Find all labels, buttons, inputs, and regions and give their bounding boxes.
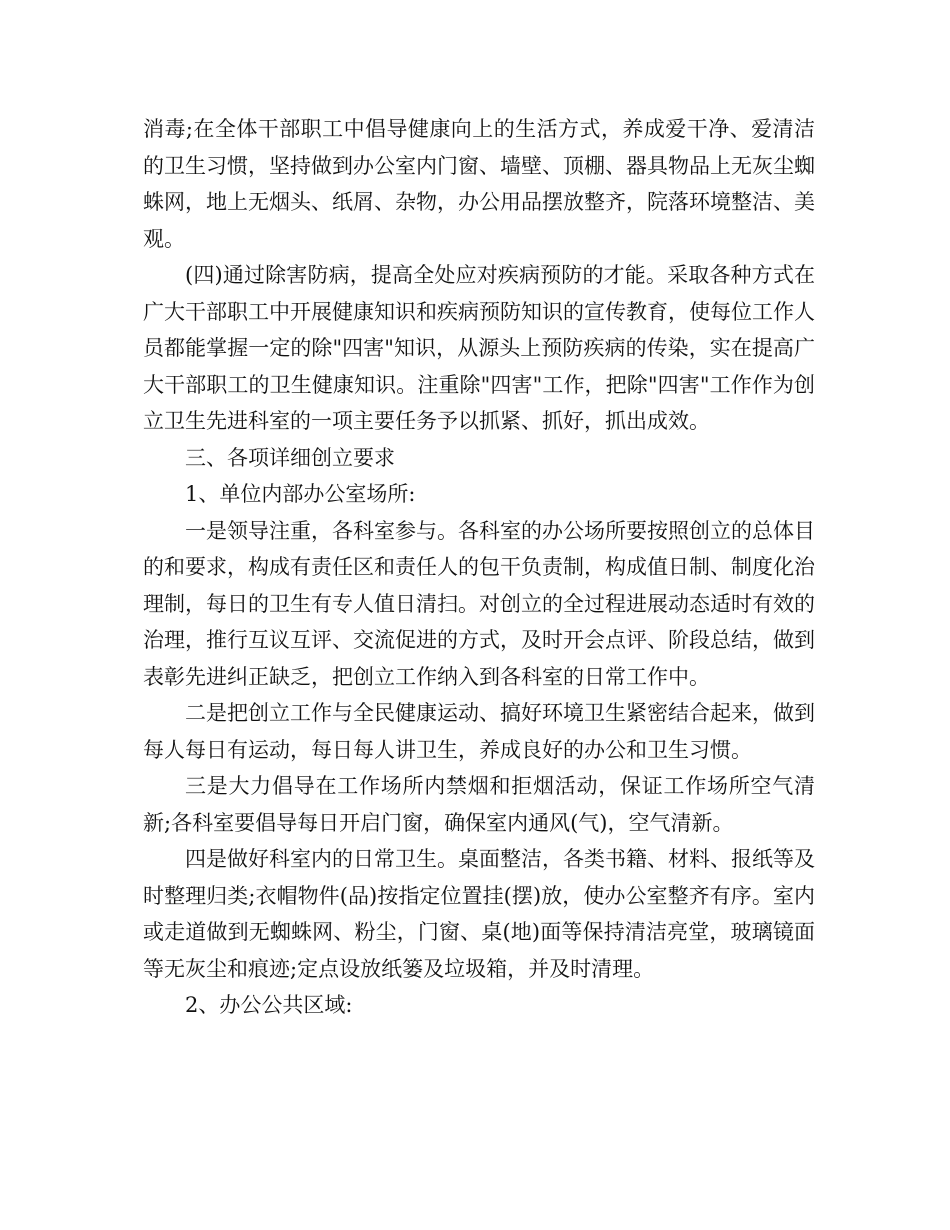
section-heading-three: 三、各项详细创立要求 bbox=[185, 445, 395, 470]
paragraph-item-second: 二是把创立工作与全民健康运动、搞好环境卫生紧密结合起来，做到每人每日有运动，每日每人讲卫生，养成良好的办公和卫生习惯。 bbox=[143, 701, 815, 762]
paragraph-section-four: (四)通过除害防病，提高全处应对疾病预防的才能。采取各种方式在广大干部职工中开展健康知识和疾病预防知识的宣传教育，使每位工作人员都能掌握一定的除"四害"知识，从源头上预防疾病的传染，实在提高广大干部职工的卫生健康知识。注重除"四害"工作，把除"四害"工作作为创立卫生先进科室的一项主要任务予以抓紧、抓好，抓出成效。 bbox=[143, 263, 815, 433]
subheading-public-area: 2、办公公共区域: bbox=[185, 993, 353, 1017]
subheading-office-premises: 1、单位内部办公室场所: bbox=[185, 482, 416, 506]
paragraph-continuation: 消毒;在全体干部职工中倡导健康向上的生活方式，养成爱干净、爱清洁的卫生习惯，坚持做到办公室内门窗、墙壁、顶棚、器具物品上无灰尘蜘蛛网，地上无烟头、纸屑、杂物，办公用品摆放整齐，院落环境整洁、美观。 bbox=[143, 117, 815, 251]
document-body bbox=[143, 111, 815, 1024]
paragraph-item-fourth: 四是做好科室内的日常卫生。桌面整洁，各类书籍、材料、报纸等及时整理归类;衣帽物件(品)按指定位置挂(摆)放，使办公室整齐有序。室内或走道做到无蜘蛛网、粉尘，门窗、桌(地)面等保持清洁亮堂，玻璃镜面等无灰尘和痕迹;定点设放纸篓及垃圾箱，并及时清理。 bbox=[143, 847, 815, 981]
paragraph-item-third: 三是大力倡导在工作场所内禁烟和拒烟活动，保证工作场所空气清新;各科室要倡导每日开启门窗，确保室内通风(气)，空气清新。 bbox=[143, 774, 815, 835]
paragraph-item-first: 一是领导注重，各科室参与。各科室的办公场所要按照创立的总体目的和要求，构成有责任区和责任人的包干负责制，构成值日制、制度化治理制，每日的卫生有专人值日清扫。对创立的全过程进展动态适时有效的治理，推行互议互评、交流促进的方式，及时开会点评、阶段总结，做到表彰先进纠正缺乏，把创立工作纳入到各科室的日常工作中。 bbox=[143, 518, 815, 689]
